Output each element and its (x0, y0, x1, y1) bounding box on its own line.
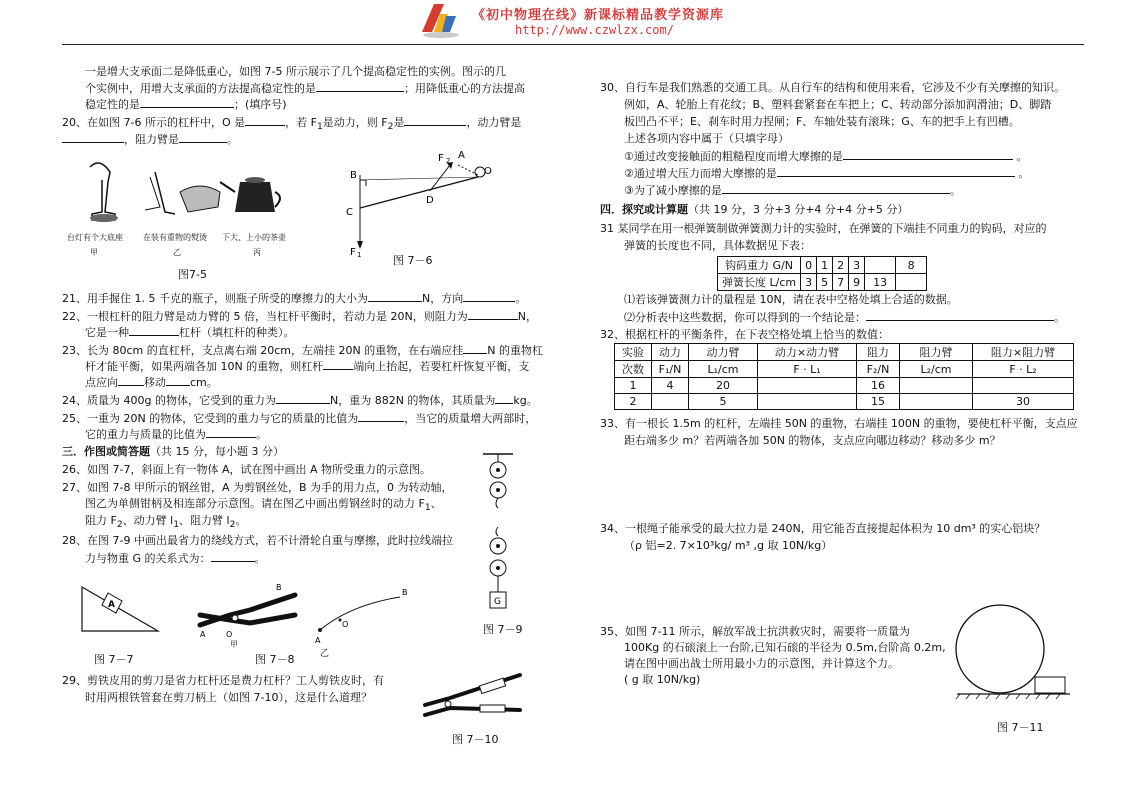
table-cell: 13 (865, 274, 896, 291)
table-cell: 15 (857, 394, 900, 410)
fig75-label-a: 甲 (90, 248, 98, 257)
table-cell: 1 (615, 378, 652, 394)
table-row (615, 344, 1074, 361)
question-23-cont: 杆才能平衡，如果两端各加 10N 的重物，则杠杆 端向上抬起，若要杠杆恢复平衡，支 (85, 360, 530, 373)
table-cell-blank[interactable] (973, 378, 1074, 394)
table-header: L₁/cm (689, 361, 758, 378)
fig78-label-b: 乙 (320, 649, 330, 659)
svg-text:A: A (108, 600, 115, 610)
table-header: F₁/N (652, 361, 689, 378)
table-header: L₂/cm (900, 361, 973, 378)
table-cell-blank[interactable] (758, 394, 857, 410)
table-cell: 5 (817, 274, 833, 291)
figure-7-8-drawing (190, 585, 420, 645)
question-31-cont: 弹簧的长度也不同，具体数据见下表： (624, 239, 811, 252)
fig75-caption-b: 在装有重物的熨烫 (143, 233, 207, 242)
section-3-heading: 三．作图或简答题（共 15 分，每小题 3 分） (62, 445, 284, 458)
question-23-cont2: 点应向 移动 cm。 (85, 376, 218, 389)
spring-data-table (717, 256, 927, 291)
question-30-cont2: 板凹凸不平；E、刹车时用力捏闸；F、车轴处装有滚珠；G、车的把手上有凹槽。 (624, 115, 1020, 128)
intro-line-1: 一是增大支承面二是降低重心，如图 7-5 所示展示了几个提高稳定性的实例。图示的几 (85, 65, 506, 78)
question-25: 25、一重为 20N 的物体，它受到的重力与它的质量的比值为 ，当它的质量增大两部时， (62, 412, 537, 425)
question-33: 33、有一根长 1.5m 的杠杆，左端挂 50N 的重物，右端挂 100N 的重物，要使杠杆平衡，支点应 (600, 417, 1078, 430)
question-20-cont: ，阻力臂是 。 (62, 131, 238, 148)
question-33-cont: 距右端多少 m？若两端各加 50N 的物体，支点应向哪边移动？移动多少 m？ (624, 434, 1001, 447)
table-cell: 8 (896, 257, 927, 274)
svg-text:G: G (494, 597, 501, 607)
question-28-cont: 力与物重 G 的关系式为： 。 (85, 552, 266, 565)
fig77-title: 图 7－7 (94, 653, 134, 666)
question-21: 21、用手握住 1. 5 千克的瓶子，则瓶子所受的摩擦力的大小为 N，方向 。 (62, 292, 527, 305)
question-22: 22、一根杠杆的阻力臂是动力臂的 5 倍，当杠杆平衡时，若动力是 20N，则阻力为 N， (62, 310, 537, 323)
table-cell: 2 (615, 394, 652, 410)
figure-7-9-drawing (478, 452, 518, 612)
svg-text:O: O (342, 620, 349, 629)
question-34-cont: （ρ 铝=2. 7×10³kg/ m³ ,g 取 10N/kg） (624, 539, 833, 552)
svg-text:O: O (226, 630, 233, 639)
figure-7-11-drawing (955, 605, 1075, 700)
question-35: 35、如图 7-11 所示，解放军战士抗洪救灾时，需要将一质量为 (600, 625, 910, 638)
svg-text:B: B (402, 588, 408, 597)
question-28: 28、在图 7-9 中画出最省力的绕线方式，若不计滑轮自重与摩擦，此时拉线端拉 (62, 534, 453, 547)
table-cell: 3 (801, 274, 817, 291)
fig79-title: 图 7－9 (483, 623, 523, 636)
question-29-cont: 时用两根铁管套在剪刀柄上（如图 7-10），这是什么道理？ (85, 691, 372, 704)
table-cell-blank[interactable] (865, 257, 896, 274)
question-29: 29、剪铁皮用的剪刀是省力杠杆还是费力杠杆？工人剪铁皮时，有 (62, 674, 384, 687)
question-30-cont: 例如，A、轮胎上有花纹；B、塑料套紧套在车把上；C、转动部分添加润滑油；D、脚踏 (624, 98, 1052, 111)
question-30-part3: ③为了减小摩擦的是 。 (624, 184, 961, 197)
figure-7-5-drawing (70, 152, 290, 262)
fig710-title: 图 7－10 (452, 733, 499, 746)
question-26: 26、如图 7-7，斜面上有一物体 A，试在图中画出 A 物所受重力的示意图。 (62, 463, 431, 476)
fig75-caption-a: 台灯有个大底座 (67, 233, 123, 242)
table-row (718, 274, 927, 291)
question-35-cont: 100Kg 的石磙滚上一台阶,已知石磙的半径为 0.5m,台阶高 0.2m, (624, 641, 946, 654)
svg-text:C: C (346, 207, 353, 218)
table-cell-blank[interactable] (652, 394, 689, 410)
intro-line-2: 个实例中，用增大支承面的方法提高稳定性的是 ；用降低重心的方法提高 (85, 82, 525, 95)
svg-text:O: O (484, 166, 492, 177)
question-31-part2: ⑵分析表中这些数据，你可以得到的一个结论是： 。 (624, 311, 1065, 324)
table-cell: 钩码重力 G/N (718, 257, 801, 274)
table-row (615, 394, 1074, 410)
question-27: 27、如图 7-8 甲所示的钢丝钳，A 为剪钢丝处，B 为手的用力点，0 为转动轴， (62, 481, 453, 494)
header-divider (62, 44, 1084, 45)
table-cell-blank[interactable] (896, 274, 927, 291)
table-header: F · L₂ (973, 361, 1074, 378)
table-cell-blank[interactable] (900, 378, 973, 394)
fig75-caption-c: 下大、上小的茶壶 (222, 233, 286, 242)
table-header: 动力 (652, 344, 689, 361)
table-header: F · L₁ (758, 361, 857, 378)
table-cell-blank[interactable] (900, 394, 973, 410)
svg-text:A: A (200, 630, 206, 639)
fig75-label-c: 丙 (253, 248, 261, 257)
table-header: 动力×动力臂 (758, 344, 857, 361)
section-4-heading: 四．探究或计算题（共 19 分，3 分+3 分+4 分+4 分+5 分） (600, 203, 909, 216)
svg-text:A: A (315, 636, 321, 645)
table-header: F₂/N (857, 361, 900, 378)
table-cell: 5 (689, 394, 758, 410)
question-27-cont: 图乙为单侧钳柄及相连部分示意图。请在图乙中画出剪钢丝时的动力 $F_1$、 (85, 497, 442, 514)
svg-text:B: B (350, 170, 357, 181)
table-cell-blank[interactable] (758, 378, 857, 394)
question-30-part1: ①通过改变接触面的粗糙程度而增大摩擦的是 。 (624, 150, 1028, 163)
table-header: 阻力 (857, 344, 900, 361)
question-35-cont2: 请在图中画出战士所用最小力的示意图，并计算这个力。 (624, 657, 899, 670)
question-34: 34、一根绳子能承受的最大拉力是 240N，用它能否直接提起体积为 10 dm³ 的实心铝块？ (600, 522, 1046, 535)
question-25-cont: 它的重力与质量的比值为 。 (85, 428, 267, 441)
table-cell: 3 (849, 257, 865, 274)
lever-data-table (614, 343, 1074, 410)
question-30-cont3: 上述各项内容中属于（只填字母） (624, 132, 789, 145)
question-30-part2: ②通过增大压力而增大摩擦的是 。 (624, 167, 1030, 180)
question-20: 20、在如图 7-6 所示的杠杆中，O 是 ，若 $F_1$是动力，则 $F_2$是 ，动力臂是 (62, 116, 522, 133)
site-title: 《初中物理在线》新课标精品教学资源库 (472, 8, 725, 23)
table-cell: 0 (801, 257, 817, 274)
table-cell: 弹簧长度 L/cm (718, 274, 801, 291)
question-27-cont2: 阻力 $F_2$、动力臂 $l_1$、阻力臂 $l_2$。 (85, 514, 247, 531)
table-row (615, 361, 1074, 378)
question-35-cont3: ( g 取 10N/kg) (624, 673, 701, 686)
fig76-title: 图 7－6 (393, 254, 433, 267)
figure-7-6-drawing (340, 145, 500, 260)
svg-text:F: F (350, 247, 356, 258)
figure-7-10-drawing (420, 670, 530, 730)
intro-line-3: 稳定性的是 ；(填序号) (85, 98, 287, 111)
question-31: 31 某同学在用一根弹簧制做弹簧测力计的实验时，在弹簧的下端挂不同重力的钩码，对应的 (600, 222, 1047, 235)
table-header: 阻力×阻力臂 (973, 344, 1074, 361)
table-header: 阻力臂 (900, 344, 973, 361)
question-23: 23、长为 80cm 的直杠杆，支点离右端 20cm，左端挂 20N 的重物，在右端应挂 N 的重物杠 (62, 344, 543, 357)
fig711-title: 图 7－11 (997, 721, 1044, 734)
svg-text:B: B (276, 583, 282, 592)
question-31-part1: ⑴若该弹簧测力计的量程是 10N，请在表中空格处填上合适的数据。 (624, 293, 958, 306)
table-cell: 2 (833, 257, 849, 274)
fig78-label-a: 甲 (230, 640, 238, 649)
question-30: 30、自行车是我们熟悉的交通工具。从自行车的结构和使用来看，它涉及不少有关摩擦的知识。 (600, 81, 1065, 94)
table-cell: 1 (817, 257, 833, 274)
table-cell: 20 (689, 378, 758, 394)
table-cell: 4 (652, 378, 689, 394)
question-24: 24、质量为 400g 的物体，它受到的重力为 N，重为 882N 的物体，其质量为 kg。 (62, 394, 538, 407)
site-logo (420, 2, 462, 40)
svg-text:1: 1 (357, 251, 362, 259)
table-row (718, 257, 927, 274)
table-header: 实验 (615, 344, 652, 361)
table-header: 次数 (615, 361, 652, 378)
question-32: 32、根据杠杆的平衡条件，在下表空格处填上恰当的数值： (600, 328, 889, 341)
table-cell: 16 (857, 378, 900, 394)
table-cell: 7 (833, 274, 849, 291)
table-cell: 9 (849, 274, 865, 291)
svg-text:A: A (458, 150, 465, 161)
table-header: 动力臂 (689, 344, 758, 361)
svg-text:F: F (438, 153, 444, 164)
question-22-cont: 它是一种 杠杆（填杠杆的种类）。 (85, 326, 295, 339)
fig78-title: 图 7－8 (255, 653, 295, 666)
figure-7-7-drawing (80, 585, 160, 635)
table-cell: 30 (973, 394, 1074, 410)
table-row (615, 378, 1074, 394)
svg-text:D: D (426, 195, 434, 206)
fig75-title: 图7-5 (178, 268, 207, 281)
logo-mark-icon (420, 2, 462, 40)
fig75-label-b: 乙 (173, 248, 181, 257)
site-url[interactable]: http://www.czwlzx.com/ (515, 23, 674, 37)
svg-text:2: 2 (446, 157, 451, 165)
